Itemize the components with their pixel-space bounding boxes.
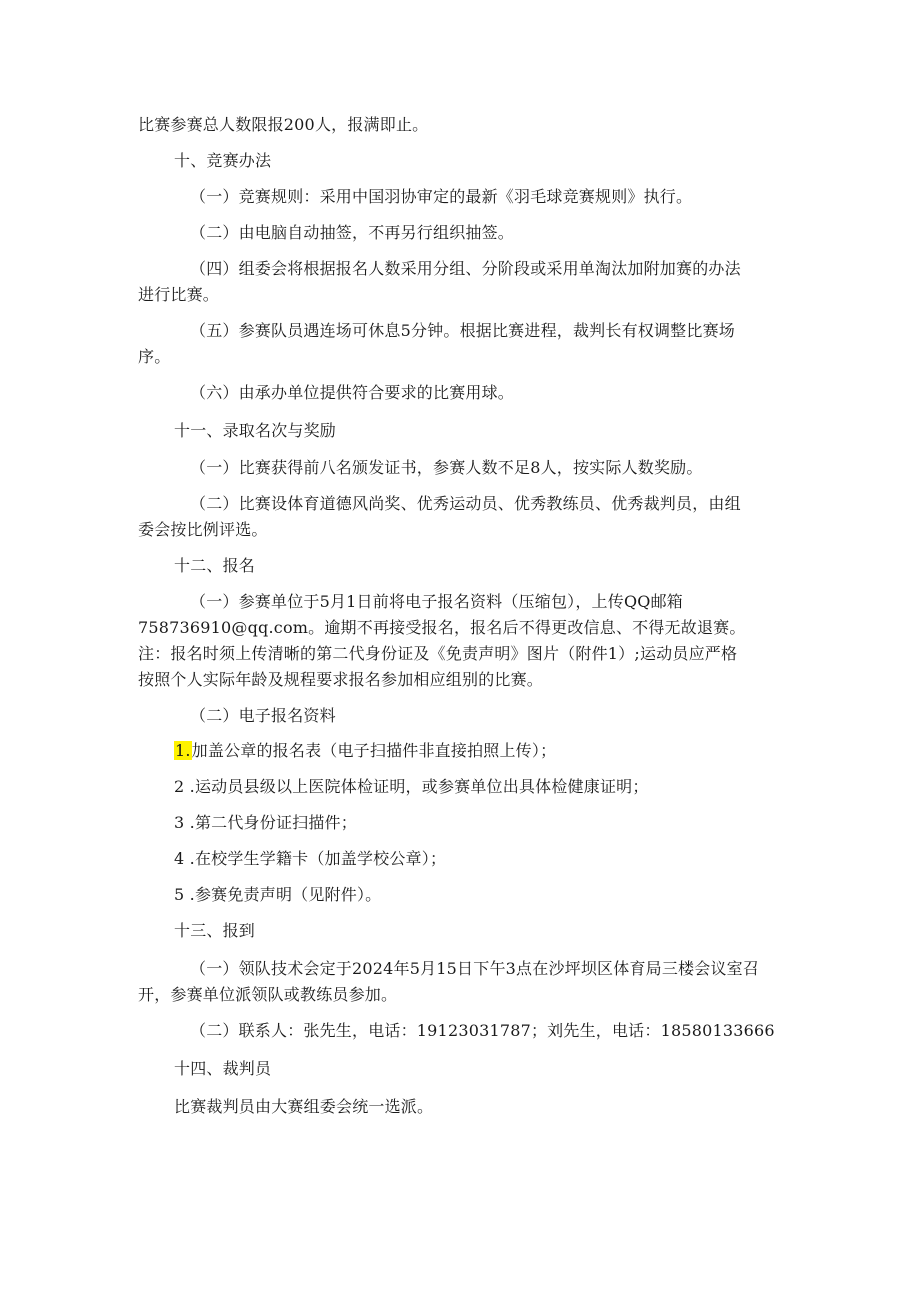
sec11-item-awards-cont: 委会按比例评选。	[138, 520, 268, 539]
paragraph-participant-limit: 比赛参赛总人数限报200人，报满即止。	[138, 115, 429, 134]
materials-list-item-5: 5 .参赛免责声明（见附件）。	[174, 885, 382, 904]
materials-list-item-4: 4 .在校学生学籍卡（加盖学校公章）；	[174, 849, 447, 868]
list-number-highlight: 1.	[175, 741, 191, 760]
materials-list-item-1	[174, 740, 556, 762]
sec12-note: 注：报名时须上传清晰的第二代身份证及《免责声明》图片（附件1）;运动员应严格	[138, 644, 738, 663]
section-12-heading: 十二、报名	[174, 556, 256, 575]
section-14-heading: 十四、裁判员	[174, 1059, 272, 1078]
sec10-item-draw: （二）由电脑自动抽签，不再另行组织抽签。	[190, 223, 515, 242]
section-11-heading: 十一、录取名次与奖励	[174, 421, 337, 440]
sec12-item-materials: （二）电子报名资料	[190, 706, 336, 725]
sec10-item-rest: （五）参赛队员遇连场可休息5分钟。根据比赛进程，裁判长有权调整比赛场	[190, 321, 735, 340]
materials-list-item-2: 2 .运动员县级以上医院体检证明，或参赛单位出具体检健康证明；	[174, 777, 649, 796]
sec10-item-rules: （一）竞赛规则：采用中国羽协审定的最新《羽毛球竞赛规则》执行。	[190, 187, 693, 206]
sec11-item-awards: （二）比赛设体育道德风尚奖、优秀运动员、优秀教练员、优秀裁判员，由组	[190, 494, 741, 513]
sec10-item-shuttle: （六）由承办单位提供符合要求的比赛用球。	[190, 383, 515, 402]
sec10-item-format: （四）组委会将根据报名人数采用分组、分阶段或采用单淘汰加附加赛的办法	[190, 259, 741, 278]
sec10-item-rest-cont: 序。	[138, 347, 171, 366]
materials-list-item-1-text: 加盖公章的报名表（电子扫描件非直接拍照上传）；	[191, 741, 557, 760]
sec13-item-meeting-cont: 开，参赛单位派领队或教练员参加。	[138, 985, 398, 1004]
sec12-note-cont: 按照个人实际年龄及规程要求报名参加相应组别的比赛。	[138, 670, 544, 689]
sec13-item-contacts: （二）联系人：张先生，电话：19123031787；刘先生，电话：18580133666	[190, 1021, 775, 1040]
materials-list-item-3: 3 .第二代身份证扫描件；	[174, 813, 357, 832]
section-13-heading: 十三、报到	[174, 921, 256, 940]
sec10-item-format-cont: 进行比赛。	[138, 285, 220, 304]
sec14-body: 比赛裁判员由大赛组委会统一选派。	[174, 1097, 434, 1116]
section-10-heading: 十、竞赛办法	[174, 151, 272, 170]
sec12-item-deadline: （一）参赛单位于5月1日前将电子报名资料（压缩包），上传QQ邮箱	[190, 592, 683, 611]
sec12-item-deadline-cont: 758736910@qq.com。逾期不再接受报名，报名后不得更改信息、不得无故退赛。	[138, 618, 746, 637]
sec13-item-meeting: （一）领队技术会定于2024年5月15日下午3点在沙坪坝区体育局三楼会议室召	[190, 959, 760, 978]
sec11-item-certificates: （一）比赛获得前八名颁发证书，参赛人数不足8人，按实际人数奖励。	[190, 458, 703, 477]
